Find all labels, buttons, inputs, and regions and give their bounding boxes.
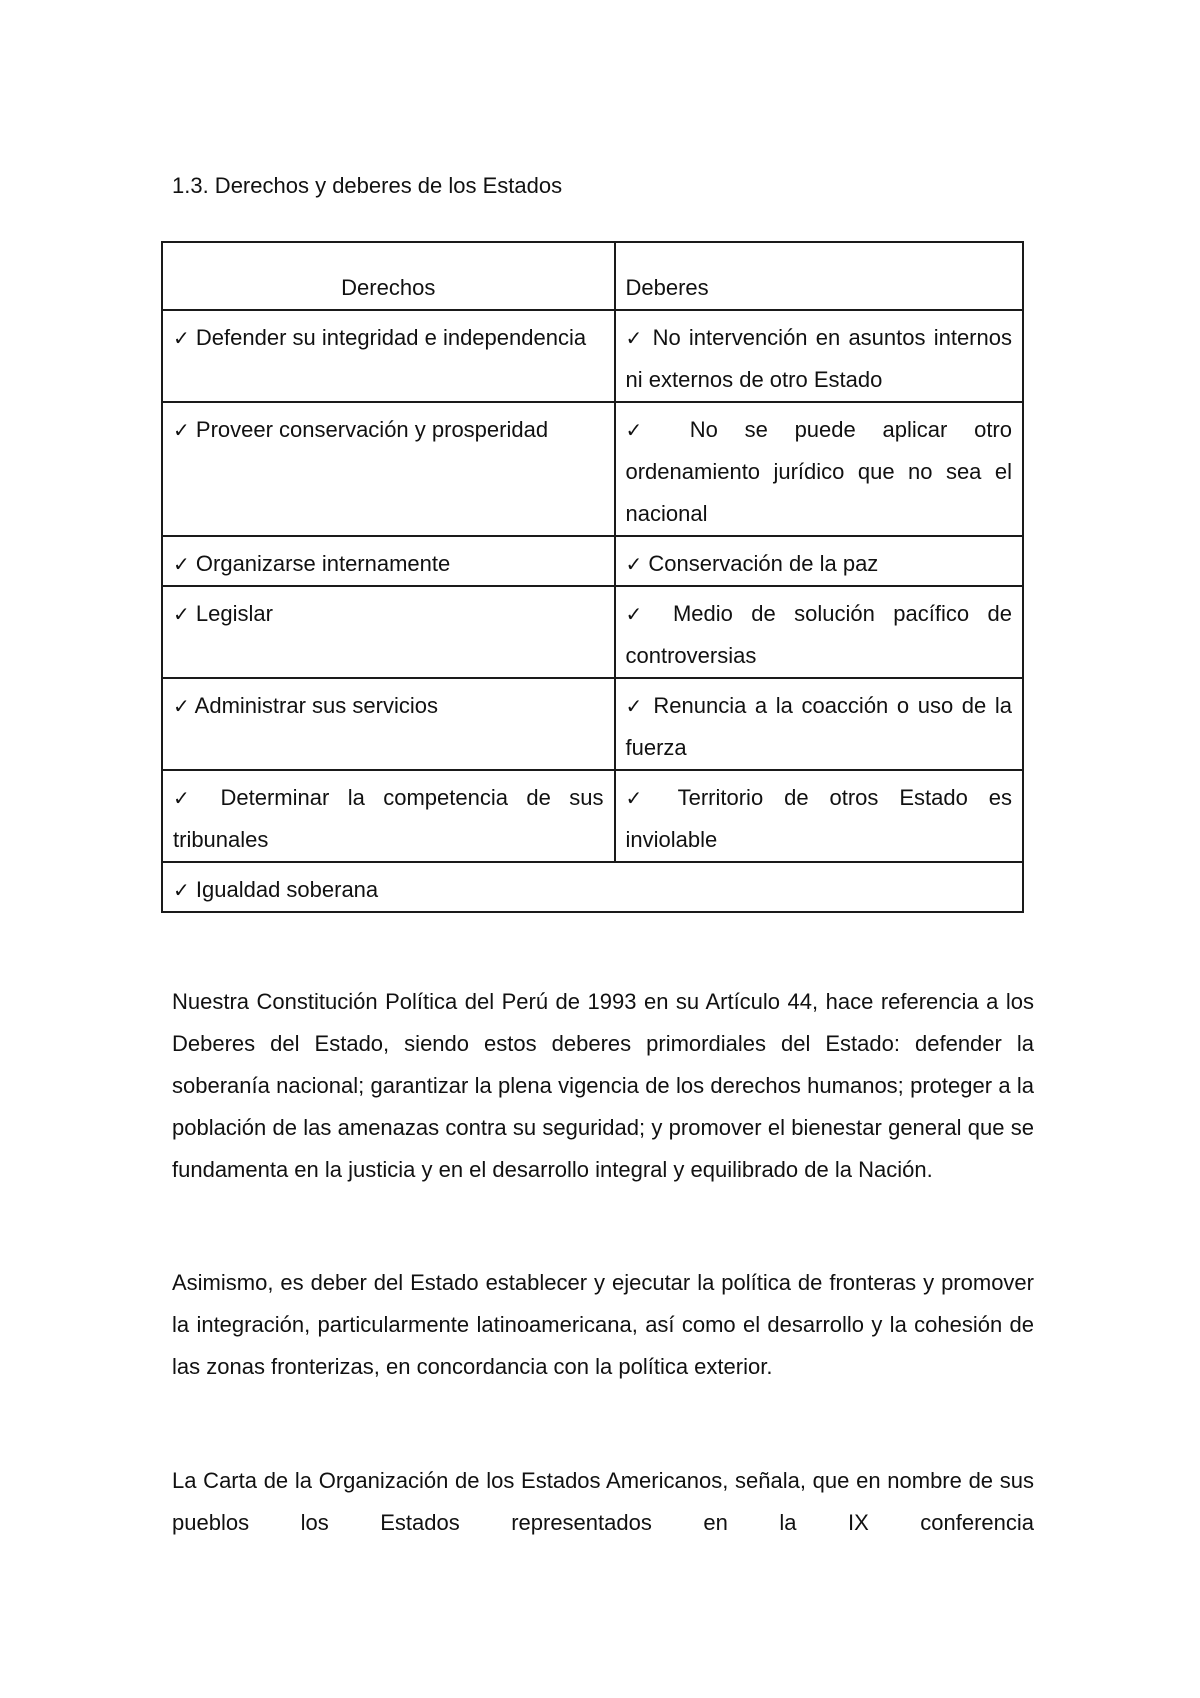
table-row [162,536,1023,586]
duty-cell [615,310,1024,402]
check-icon: ✓ [173,786,203,810]
duty-text: Conservación de la paz [648,551,879,576]
check-icon: ✓ [625,418,663,442]
table-row [162,402,1023,536]
check-icon: ✓ [173,552,190,576]
duty-cell [615,536,1024,586]
right-text: Proveer conservación y prosperidad [195,417,549,442]
table-row [162,586,1023,678]
body-paragraph: Asimismo, es deber del Estado establecer y ejecutar la política de fronteras y promover la integración, particularmente latinoamericana, así como el desarrollo y la cohesión de las zonas fronterizas, en concordancia con la política exterior. [172,1270,1034,1379]
table-row [162,862,1023,912]
table-row [162,310,1023,402]
duty-text: Territorio de otros Estado es inviolable [625,785,1012,852]
header-derechos: Derechos [162,242,615,310]
header-deberes: Deberes [615,242,1024,310]
check-icon: ✓ [173,694,190,718]
right-cell [162,310,615,402]
right-text: Organizarse internamente [195,551,451,576]
duty-cell [615,678,1024,770]
right-cell [162,678,615,770]
full-width-cell [162,862,1023,912]
table-header-row [162,242,1023,310]
check-icon: ✓ [173,878,190,902]
right-cell [162,770,615,862]
check-icon: ✓ [625,694,645,718]
right-text: Igualdad soberana [195,877,379,902]
right-text: Defender su integridad e independencia [195,325,587,350]
table-row [162,770,1023,862]
duty-text: No intervención en asuntos internos ni externos de otro Estado [625,325,1012,392]
duty-text: No se puede aplicar otro ordenamiento jurídico que no sea el nacional [625,417,1012,526]
table-row [162,678,1023,770]
right-text: Determinar la competencia de sus tribunales [173,785,604,852]
duty-cell [615,770,1024,862]
right-cell [162,536,615,586]
duty-cell [615,586,1024,678]
rights-duties-table [161,241,1024,913]
right-cell [162,586,615,678]
duty-text: Renuncia a la coacción o uso de la fuerza [625,693,1012,760]
right-text: Administrar sus servicios [194,693,438,718]
right-text: Legislar [195,601,273,626]
right-cell [162,402,615,536]
check-icon: ✓ [625,552,643,576]
body-paragraph: Nuestra Constitución Política del Perú de 1993 en su Artículo 44, hace referencia a los Deberes del Estado, siendo estos deberes primordiales del Estado: defender la soberanía nacional; garantizar la plena vigencia de los derechos humanos; proteger a la población de las amenazas contra su seguridad; y promover el bienestar general que se fundamenta en la justicia y en el desarrollo integral y equilibrado de la Nación. [172,989,1034,1182]
check-icon: ✓ [173,602,190,626]
duty-cell [615,402,1024,536]
check-icon: ✓ [625,786,658,810]
section-heading: 1.3. Derechos y deberes de los Estados [172,173,563,198]
check-icon: ✓ [625,326,645,350]
check-icon: ✓ [625,602,655,626]
duty-text: Medio de solución pacífico de controversias [625,601,1012,668]
check-icon: ✓ [173,326,190,350]
check-icon: ✓ [173,418,190,442]
body-paragraph: La Carta de la Organización de los Estados Americanos, señala, que en nombre de sus pueblos los Estados representados en la IX conferencia [172,1468,1034,1535]
